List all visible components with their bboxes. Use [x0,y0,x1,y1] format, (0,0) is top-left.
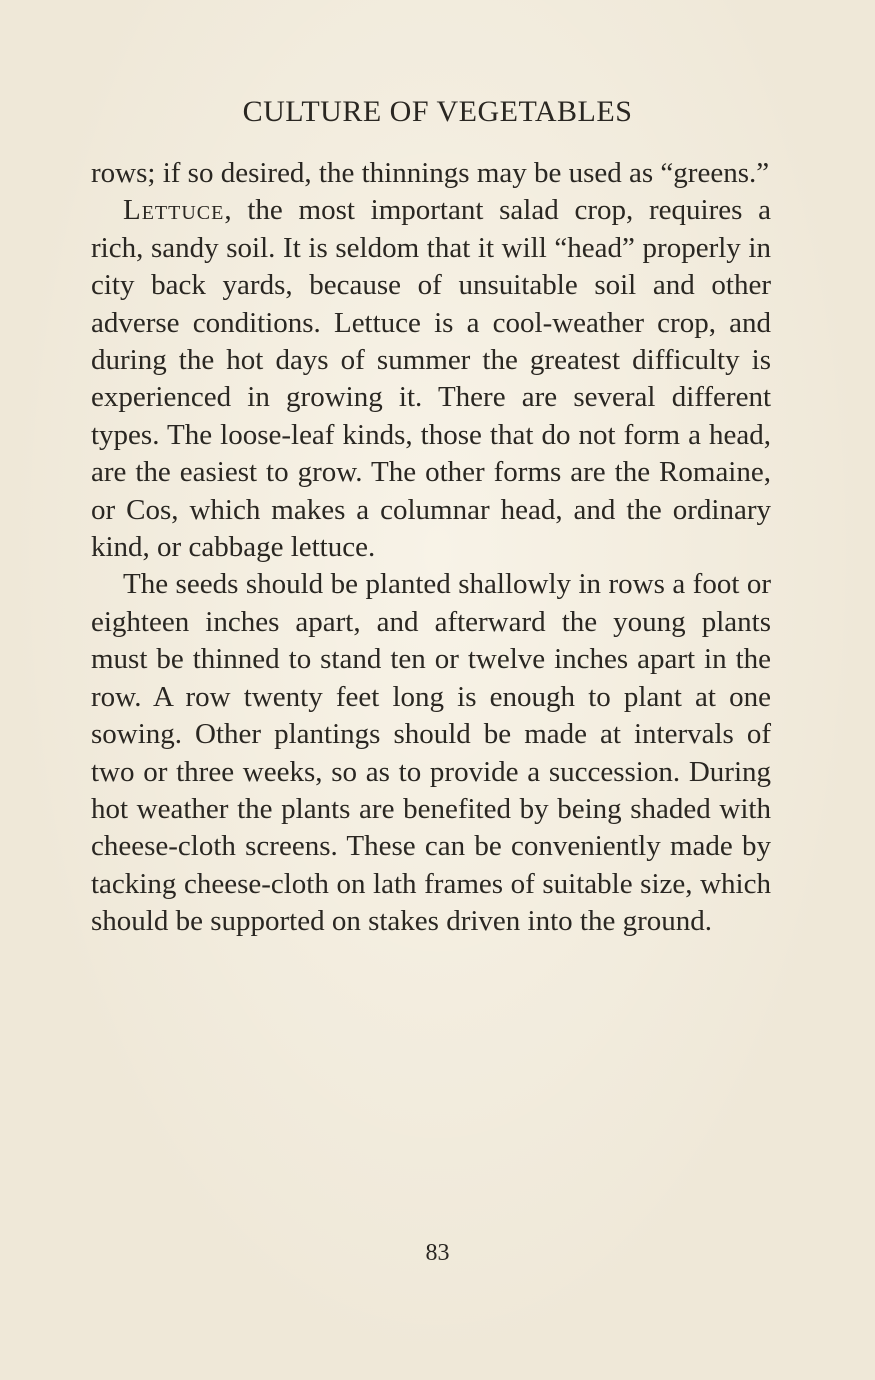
paragraph-planting: The seeds should be planted shallowly in rows a foot or eighteen inches apart, and afterward the young plants must be thinned to stand ten or twelve inches apart in the row. A row twenty feet long is enough to plant at one sowing. Other plantings should be made at intervals of two or three weeks, so as to provide a succession. During hot weather the plants are benefited by being shaded with cheese-cloth screens. These can be conveniently made by tacking cheese-cloth on lath frames of suitable size, which should be supported on stakes driven into the ground. [91,568,771,938]
running-head: CULTURE OF VEGETABLES [242,95,633,128]
paragraph-lettuce [91,192,771,566]
body-text [91,155,771,941]
paragraph-lead-term: Lettuce [123,194,225,227]
paragraph-lettuce-text: , the most important salad crop, requires a rich, sandy soil. It is seldom that it will “head” properly in city back yards, because of unsuitable soil and other adverse conditions. Lettuce is a cool-weather crop, and during the hot days of summer the greatest difficulty is experienced in growing it. There are several different types. The loose-leaf kinds, those that do not form a head, are the easiest to grow. The other forms are the Romaine, or Cos, which makes a columnar head, and the ordinary kind, or cabbage lettuce. [91,194,771,564]
paragraph-continuation: rows; if so desired, the thinnings may be used as “greens.” [91,157,770,189]
page-number: 83 [425,1240,450,1266]
